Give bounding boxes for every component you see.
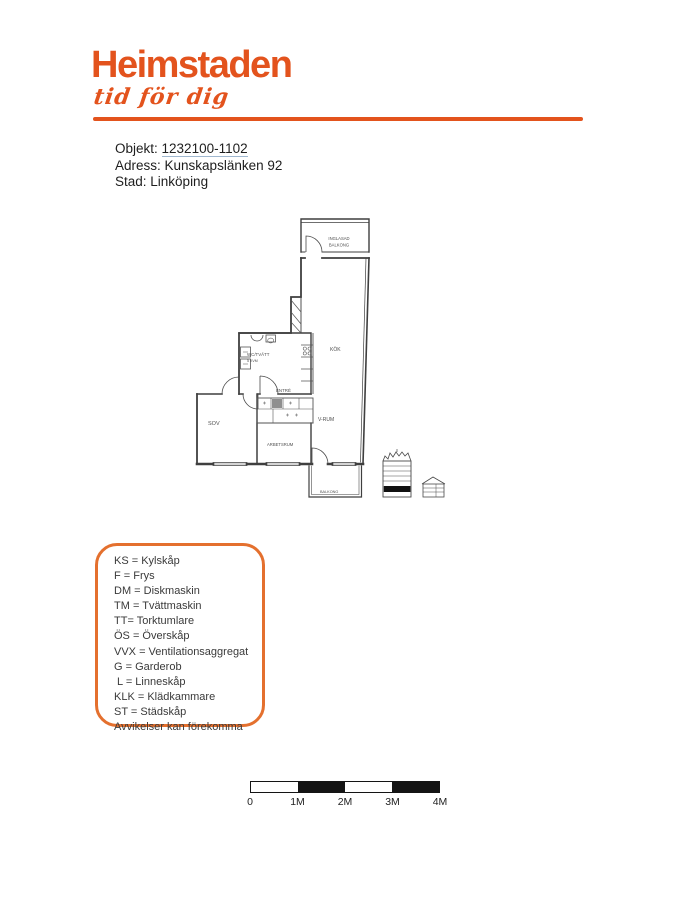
room-labels (208, 236, 350, 494)
kok-label: KÖK (330, 347, 341, 353)
objekt-label: Objekt: (115, 141, 162, 156)
scale-tick-label: 2M (337, 796, 353, 808)
scale-tick-label: 3M (385, 796, 400, 808)
legend-item: TM = Tvättmaskin (114, 600, 202, 613)
legend-item: ST = Städskåp (114, 705, 187, 718)
wc-tvatt-label: WC/TVÄTT (247, 352, 270, 357)
scale-segment (392, 782, 439, 792)
stad-label: Stad: (115, 174, 151, 189)
scale-tick-label: 1M (290, 796, 305, 808)
adress-value: Kunskapslänken 92 (164, 157, 283, 173)
adress-label: Adress: (115, 157, 165, 173)
logo-tagline: tid för dig (92, 84, 231, 110)
scale-segment (298, 782, 345, 792)
entre-label: ENTRÉ (276, 388, 291, 393)
v-rum-label: V-RUM (318, 417, 335, 423)
scale-bar (247, 781, 448, 810)
scale-segment (251, 782, 298, 792)
arbetsrum-label: ARBETSRUM (267, 442, 294, 447)
balkong-label: BALKONG (320, 490, 339, 494)
legend-item: F = Frys (114, 570, 155, 583)
scale-tick-label: 0 (247, 796, 253, 808)
legend-item: KLK = Klädkammare (114, 690, 216, 703)
legend-item: ÖS = Överskåp (114, 630, 190, 643)
header-divider (93, 117, 583, 121)
doors (222, 236, 328, 464)
walls (197, 219, 369, 497)
legend-box (95, 543, 265, 734)
object-info (115, 141, 282, 191)
heimstaden-logo: Heimstaden (91, 44, 292, 86)
scale-bar-segments (250, 781, 440, 793)
legend-item: VVX = Ventilationsaggregat (114, 645, 249, 658)
objekt-number-link[interactable]: 1232100-1102 (161, 141, 248, 156)
scale-labels (247, 796, 448, 810)
legend-note: Avvikelser kan förekomma (114, 721, 243, 734)
legend-item: G = Garderob (114, 660, 182, 673)
scale-tick-label: 4M (432, 796, 448, 808)
building-elevation (383, 449, 445, 497)
inglasad-balkong-label-line2: BALKONG (328, 242, 350, 248)
wc-tvatt-sublabel: 5 KVM (247, 359, 258, 363)
stad-row (115, 174, 282, 191)
stad-value: Linköping (150, 174, 209, 189)
legend-item: L = Linneskåp (114, 675, 186, 688)
scale-segment (345, 782, 392, 792)
objekt-row (115, 141, 282, 158)
sov-label: SOV (208, 421, 220, 427)
legend-item: KS = Kylskåp (114, 555, 180, 567)
legend-item: TT= Torktumlare (114, 615, 195, 628)
floorplan-drawing (190, 205, 460, 510)
inglasad-balkong-label-line1: INGLASAD (328, 236, 350, 241)
legend-item: DM = Diskmaskin (114, 585, 200, 598)
adress-row (115, 158, 282, 175)
